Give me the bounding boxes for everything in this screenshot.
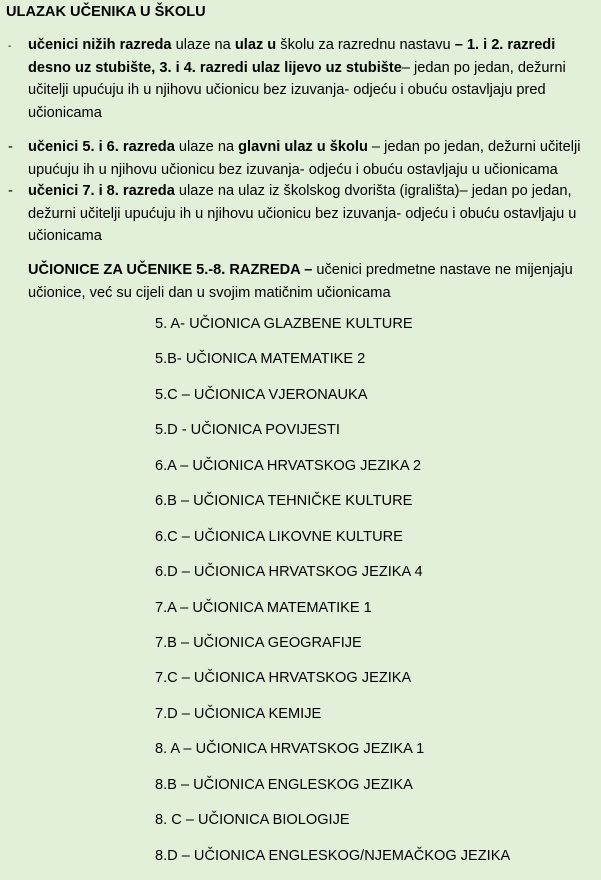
list-item: 6.A – UČIONICA HRVATSKOG JEZIKA 2 (155, 457, 422, 474)
list-item: 5.D - UČIONICA POVIJESTI (155, 422, 340, 439)
list-item: 7.A – UČIONICA MATEMATIKE 1 (155, 599, 372, 616)
paragraph-grades-5-6: učenici 5. i 6. razreda ulaze na glavni ulaz u školu – jedan po jedan, dežurni učitelji upućuju ih u njihovu učionicu bez izuvanja- odjeću i obuću ostavljaju u učionicama (28, 139, 581, 178)
paragraph-classrooms-intro: UČIONICE ZA UČENIKE 5.-8. RAZREDA – učenici predmetne nastave ne mijenjaju učionice, već su cijeli dan u svojim matičnim učionicama (28, 262, 573, 301)
list-item: 8. A – UČIONICA HRVATSKOG JEZIKA 1 (155, 741, 425, 758)
list-item: 5.B- UČIONICA MATEMATIKE 2 (155, 351, 366, 368)
bullet-marker: - (8, 183, 13, 199)
classroom-list (155, 313, 510, 880)
list-item: 6.C – UČIONICA LIKOVNE KULTURE (155, 528, 403, 545)
list-item: 8.B – UČIONICA ENGLESKOG JEZIKA (155, 776, 413, 793)
paragraph-lower-grades: učenici nižih razreda ulaze na ulaz u školu za razrednu nastavu – 1. i 2. razredi desno uz stubište, 3. i 4. razredi ulaz lijevo uz stubište– jedan po jedan, dežurni učitelji upućuju ih u njihovu učionicu bez izuvanja- odjeću i obuću ostavljaju pred učionicama (28, 37, 566, 121)
list-item: 7.B – UČIONICA GEOGRAFIJE (155, 634, 362, 651)
paragraph-grades-7-8: učenici 7. i 8. razreda ulaze na ulaz iz školskog dvorišta (igrališta)– jedan po jedan, dežurni učitelji upućuju ih u njihovu učionicu bez izuvanja- odjeću i obuću ostavljaju u učionicama (28, 183, 577, 244)
list-item: 6.B – UČIONICA TEHNIČKE KULTURE (155, 493, 413, 510)
list-item: 8. C – UČIONICA BIOLOGIJE (155, 812, 350, 829)
list-item: 5.C – UČIONICA VJERONAUKA (155, 386, 368, 403)
bullet-marker: - (8, 41, 12, 52)
page-title: ULAZAK UČENIKA U ŠKOLU (6, 4, 206, 20)
list-item: 5. A- UČIONICA GLAZBENE KULTURE (155, 316, 413, 332)
list-item: 8.D – UČIONICA ENGLESKOG/NJEMAČKOG JEZIKA (155, 847, 511, 864)
list-item: 6.D – UČIONICA HRVATSKOG JEZIKA 4 (155, 564, 423, 581)
list-item: 7.C – UČIONICA HRVATSKOG JEZIKA (155, 670, 412, 687)
list-item: 7.D – UČIONICA KEMIJE (155, 705, 322, 722)
bullet-marker: - (8, 139, 13, 155)
